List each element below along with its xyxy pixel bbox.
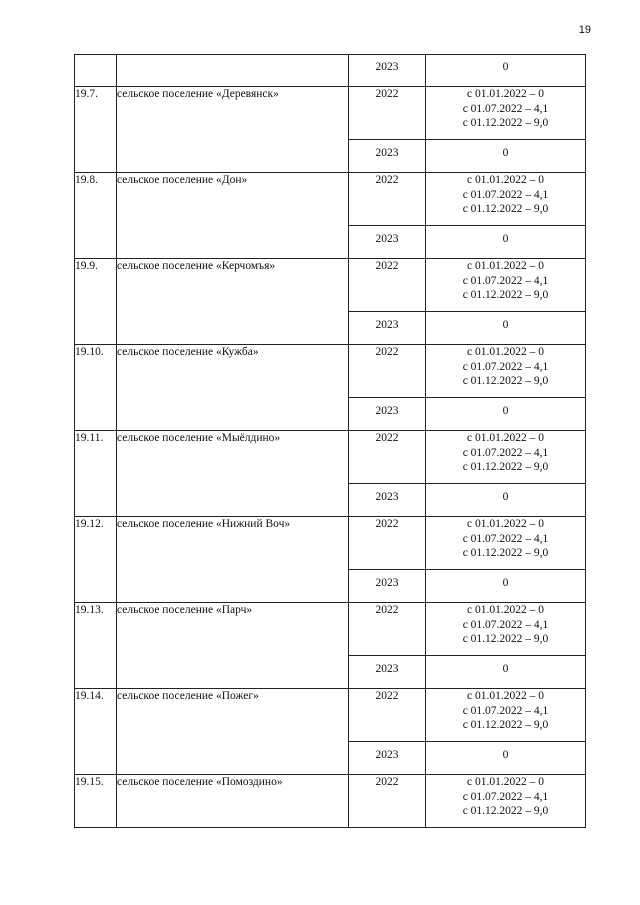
- tariff-value-cell: 0: [426, 570, 586, 603]
- year-cell: 2023: [349, 226, 426, 259]
- tariff-value-cell: 0: [426, 742, 586, 775]
- year-cell: 2022: [349, 603, 426, 656]
- tariff-value-line: с 01.01.2022 – 0: [467, 432, 544, 444]
- tariff-value-line: с 01.12.2022 – 9,0: [462, 117, 549, 129]
- tariff-value-cell: 0: [426, 312, 586, 345]
- continuation-row: [75, 55, 586, 87]
- tariff-value-line: с 01.07.2022 – 4,1: [462, 360, 549, 373]
- settlement-name: сельское поселение «Пожег»: [117, 689, 349, 775]
- settlement-name: сельское поселение «Помоздино»: [117, 775, 349, 828]
- year-cell: 2022: [349, 517, 426, 570]
- row-number: 19.8.: [75, 173, 117, 259]
- row-number: 19.14.: [75, 689, 117, 775]
- year-cell: 2022: [349, 259, 426, 312]
- tariff-value-line: с 01.12.2022 – 9,0: [462, 719, 549, 731]
- tariff-value-line: с 01.12.2022 – 9,0: [462, 289, 549, 301]
- year-cell: 2023: [349, 656, 426, 689]
- tariff-value-line: с 01.01.2022 – 0: [467, 690, 544, 702]
- continuation-year: 2023: [349, 55, 426, 87]
- tariff-values-cell: [426, 603, 586, 656]
- row-number: 19.12.: [75, 517, 117, 603]
- tariff-value-line: с 01.07.2022 – 4,1: [462, 188, 549, 201]
- year-cell: 2023: [349, 570, 426, 603]
- tariff-value-line: с 01.12.2022 – 9,0: [462, 203, 549, 215]
- tariff-value-line: с 01.07.2022 – 4,1: [462, 532, 549, 545]
- settlement-name: сельское поселение «Керчомъя»: [117, 259, 349, 345]
- table-row: [75, 173, 586, 226]
- tariff-value-line: с 01.12.2022 – 9,0: [462, 461, 549, 473]
- year-cell: 2023: [349, 140, 426, 173]
- year-cell: 2022: [349, 345, 426, 398]
- tariff-value-line: с 01.07.2022 – 4,1: [462, 790, 549, 803]
- tariff-value-line: с 01.12.2022 – 9,0: [462, 547, 549, 559]
- tariff-value-cell: 0: [426, 140, 586, 173]
- tariff-value-line: с 01.12.2022 – 9,0: [462, 375, 549, 387]
- year-cell: 2023: [349, 484, 426, 517]
- tariff-values-cell: [426, 87, 586, 140]
- tariff-values-cell: [426, 173, 586, 226]
- settlement-name: сельское поселение «Нижний Воч»: [117, 517, 349, 603]
- table-row: [75, 517, 586, 570]
- tariff-value-line: с 01.07.2022 – 4,1: [462, 704, 549, 717]
- tariff-values-cell: [426, 517, 586, 570]
- tariff-value-line: с 01.12.2022 – 9,0: [462, 633, 549, 645]
- row-number: 19.15.: [75, 775, 117, 828]
- page-number: 19: [578, 24, 591, 36]
- tariff-value-line: с 01.01.2022 – 0: [467, 346, 544, 358]
- table-row: [75, 345, 586, 398]
- tariff-value-line: с 01.07.2022 – 4,1: [462, 274, 549, 287]
- row-number: 19.11.: [75, 431, 117, 517]
- year-cell: 2023: [349, 312, 426, 345]
- year-cell: 2022: [349, 689, 426, 742]
- tariff-table: [74, 54, 586, 828]
- tariff-value-line: с 01.01.2022 – 0: [467, 604, 544, 616]
- tariff-value-line: с 01.01.2022 – 0: [467, 88, 544, 100]
- continuation-name-cell: [117, 55, 349, 87]
- tariff-value-cell: 0: [426, 656, 586, 689]
- tariff-values-cell: [426, 345, 586, 398]
- table-row: [75, 775, 586, 828]
- tariff-value-line: с 01.07.2022 – 4,1: [462, 102, 549, 115]
- tariff-value-line: с 01.01.2022 – 0: [467, 260, 544, 272]
- tariff-value-line: с 01.07.2022 – 4,1: [462, 446, 549, 459]
- tariff-table-body: [75, 55, 586, 828]
- table-row: [75, 603, 586, 656]
- tariff-value-line: с 01.01.2022 – 0: [467, 776, 544, 788]
- tariff-values-cell: [426, 689, 586, 742]
- row-number: 19.10.: [75, 345, 117, 431]
- year-cell: 2023: [349, 742, 426, 775]
- tariff-value-line: с 01.01.2022 – 0: [467, 174, 544, 186]
- tariff-values-cell: [426, 431, 586, 484]
- year-cell: 2023: [349, 398, 426, 431]
- tariff-value-line: с 01.01.2022 – 0: [467, 518, 544, 530]
- row-number: 19.9.: [75, 259, 117, 345]
- row-number: 19.7.: [75, 87, 117, 173]
- tariff-value-cell: 0: [426, 226, 586, 259]
- year-cell: 2022: [349, 173, 426, 226]
- settlement-name: сельское поселение «Парч»: [117, 603, 349, 689]
- settlement-name: сельское поселение «Деревянск»: [117, 87, 349, 173]
- table-row: [75, 259, 586, 312]
- year-cell: 2022: [349, 775, 426, 828]
- tariff-values-cell: [426, 259, 586, 312]
- settlement-name: сельское поселение «Кужба»: [117, 345, 349, 431]
- settlement-name: сельское поселение «Мыёлдино»: [117, 431, 349, 517]
- year-cell: 2022: [349, 431, 426, 484]
- tariff-value-line: с 01.07.2022 – 4,1: [462, 618, 549, 631]
- table-row: [75, 87, 586, 140]
- tariff-value-cell: 0: [426, 484, 586, 517]
- table-row: [75, 689, 586, 742]
- row-number: 19.13.: [75, 603, 117, 689]
- table-row: [75, 431, 586, 484]
- year-cell: 2022: [349, 87, 426, 140]
- tariff-value-line: с 01.12.2022 – 9,0: [462, 805, 549, 817]
- tariff-value-cell: 0: [426, 398, 586, 431]
- continuation-value: 0: [426, 55, 586, 87]
- settlement-name: сельское поселение «Дон»: [117, 173, 349, 259]
- tariff-values-cell: [426, 775, 586, 828]
- continuation-num-cell: [75, 55, 117, 87]
